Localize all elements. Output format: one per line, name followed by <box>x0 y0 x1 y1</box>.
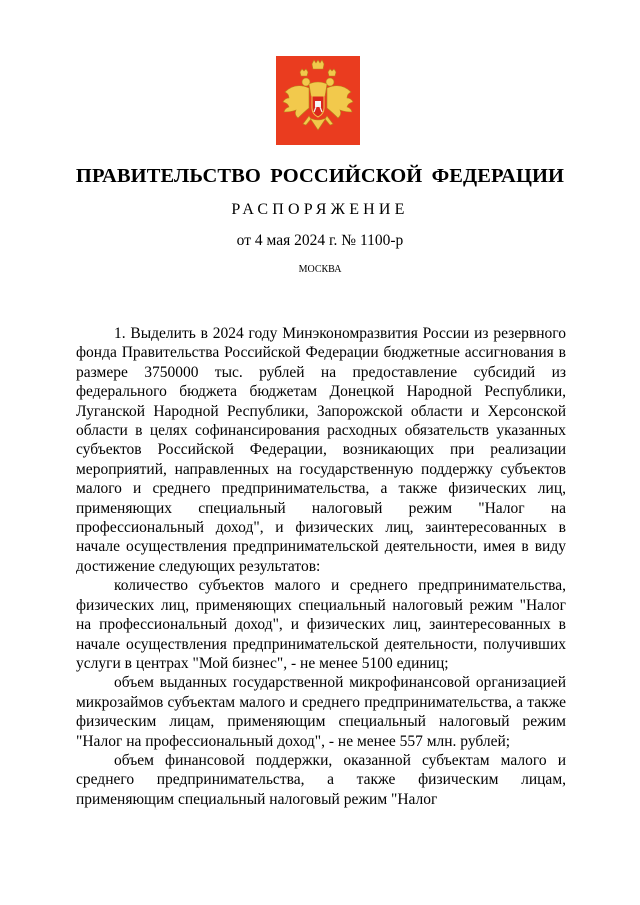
paragraph: количество субъектов малого и среднего предпринимательства, физических лиц, применяющих специальный налоговый режим "Налог на профессиональный доход", и физических лиц, заинтересованных в начале осуществления предпринимательской деятельности, получивших услуги в центрах "Мой бизнес", - не менее 5100 единиц; <box>76 577 566 672</box>
document-body <box>76 324 566 809</box>
state-emblem <box>276 56 360 145</box>
paragraph: объем выданных государственной микрофинансовой организацией микрозаймов субъектам малого и среднего предпринимательства, а также физическим лицам, применяющим специальный налоговый режим "Налог на профессиональный доход", - не менее 557 млн. рублей; <box>76 674 566 750</box>
paragraph: объем финансовой поддержки, оказанной субъектам малого и среднего предпринимательства, а также физическим лицам, применяющим специальный налоговый режим "Налог <box>76 751 566 808</box>
government-title: ПРАВИТЕЛЬСТВО РОССИЙСКОЙ ФЕДЕРАЦИИ <box>75 165 565 187</box>
document-type: РАСПОРЯЖЕНИЕ <box>231 201 409 218</box>
paragraph: 1. Выделить в 2024 году Минэкономразвития России из резервного фонда Правительства Российской Федерации бюджетные ассигнования в размере 3750000 тыс. рублей на предоставление субсидий из федерального бюджета бюджетам Донецкой Народной Республики, Луганской Народной Республики, Запорожской области и Херсонской области в целях софинансирования расходных обязательств указанных субъектов Российской Федерации, возникающих при реализации мероприятий, направленных на государственную поддержку субъектов малого и среднего предпринимательства, а также физических лиц, применяющих специальный налоговый режим "Налог на профессиональный доход", и физических лиц, заинтересованных в начале осуществления предпринимательской деятельности, имея в виду достижение следующих результатов: <box>76 325 566 575</box>
document-date-number: от 4 мая 2024 г. № 1100-р <box>236 232 404 249</box>
russian-coat-of-arms-icon <box>276 56 360 145</box>
document-city: МОСКВА <box>298 264 342 275</box>
